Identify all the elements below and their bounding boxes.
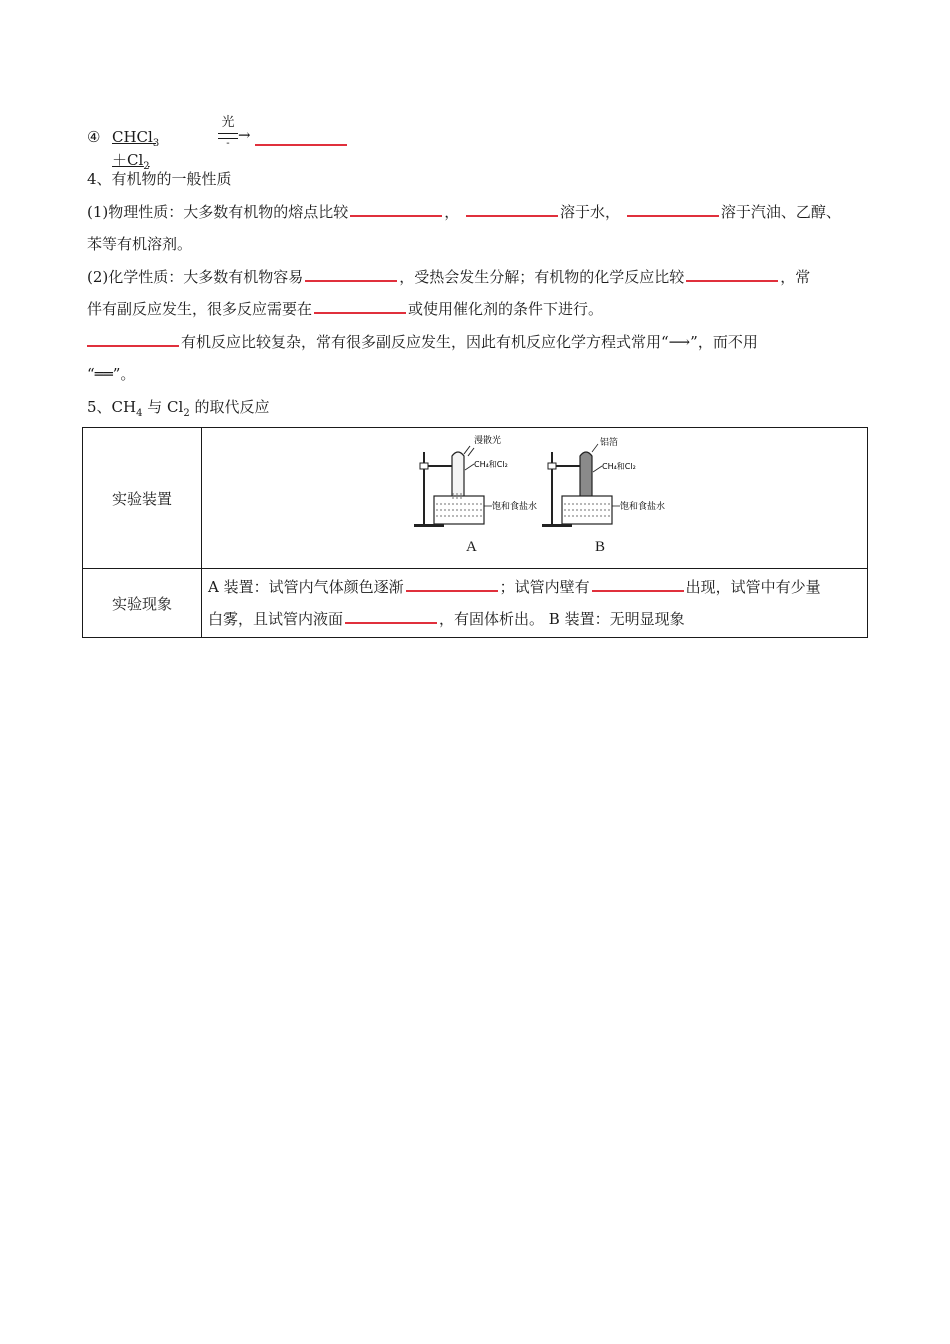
equation-formula: $CHCl_3+Cl_2$ [112, 128, 160, 172]
answer-blank[interactable] [87, 331, 179, 347]
figure-label-a: A [466, 539, 477, 555]
answer-blank[interactable] [345, 608, 437, 624]
answer-blank[interactable] [592, 576, 684, 592]
paragraph-reaction-2: “══”。 [87, 365, 136, 383]
answer-blank[interactable] [686, 266, 778, 282]
paragraph-reaction-1: 有机反应比较复杂，常有很多副反应发生，因此有机反应化学方程式常用“⟶”，而不用 [87, 331, 758, 353]
paragraph-chemical-2: 伴有副反应发生，很多反应需要在 或使用催化剂的条件下进行。 [87, 300, 604, 318]
label-brine-a: 饱和食盐水 [492, 502, 538, 512]
paragraph-chemical-1: (2)化学性质：大多数有机物容易 ，受热会发生分解；有机物的化学反应比较 ，常 [87, 268, 811, 286]
phenomenon-cell: A 装置：试管内气体颜色逐渐 ；试管内壁有 出现，试管中有少量 白雾，且试管内液面 ，有固体析出。 B 装置：无明显现象 [202, 569, 868, 638]
apparatus-a [414, 434, 537, 527]
answer-blank[interactable] [466, 201, 558, 217]
answer-blank[interactable] [314, 298, 406, 314]
answer-blank[interactable] [255, 144, 347, 146]
label-gas-b: CH₄和Cl₂ [602, 462, 636, 471]
apparatus-figure-cell [202, 428, 868, 569]
label-diffuse-light: 漫散光 [474, 436, 502, 446]
reaction-arrow: → [238, 126, 251, 144]
experiment-table [82, 427, 868, 638]
answer-blank[interactable] [305, 266, 397, 282]
reaction-condition: 光 - [218, 116, 238, 149]
figure-label-b: B [595, 539, 606, 555]
apparatus-diagram [412, 430, 672, 540]
row-label-phenomenon: 实验现象 [83, 569, 202, 638]
answer-blank[interactable] [406, 576, 498, 592]
answer-blank[interactable] [350, 201, 442, 217]
circled-number: ④ [87, 128, 101, 146]
label-aluminum-foil: 铝箔 [600, 438, 619, 448]
answer-blank[interactable] [627, 201, 719, 217]
apparatus-b [542, 436, 665, 527]
table-row [83, 428, 868, 569]
paragraph-physical-2: 苯等有机溶剂。 [87, 235, 193, 253]
row-label-apparatus: 实验装置 [83, 428, 202, 569]
table-row [83, 569, 868, 638]
paragraph-physical-1: (1)物理性质：大多数有机物的熔点比较 ， 溶于水， 溶于汽油、乙醇、 [87, 203, 841, 221]
section-5-title: 5、$CH_4$ 与 $Cl_2$ 的取代反应 [87, 398, 270, 419]
label-brine-b: 饱和食盐水 [620, 502, 666, 512]
section-4-title: 4、有机物的一般性质 [87, 170, 232, 188]
label-gas-a: CH₄和Cl₂ [474, 460, 508, 469]
